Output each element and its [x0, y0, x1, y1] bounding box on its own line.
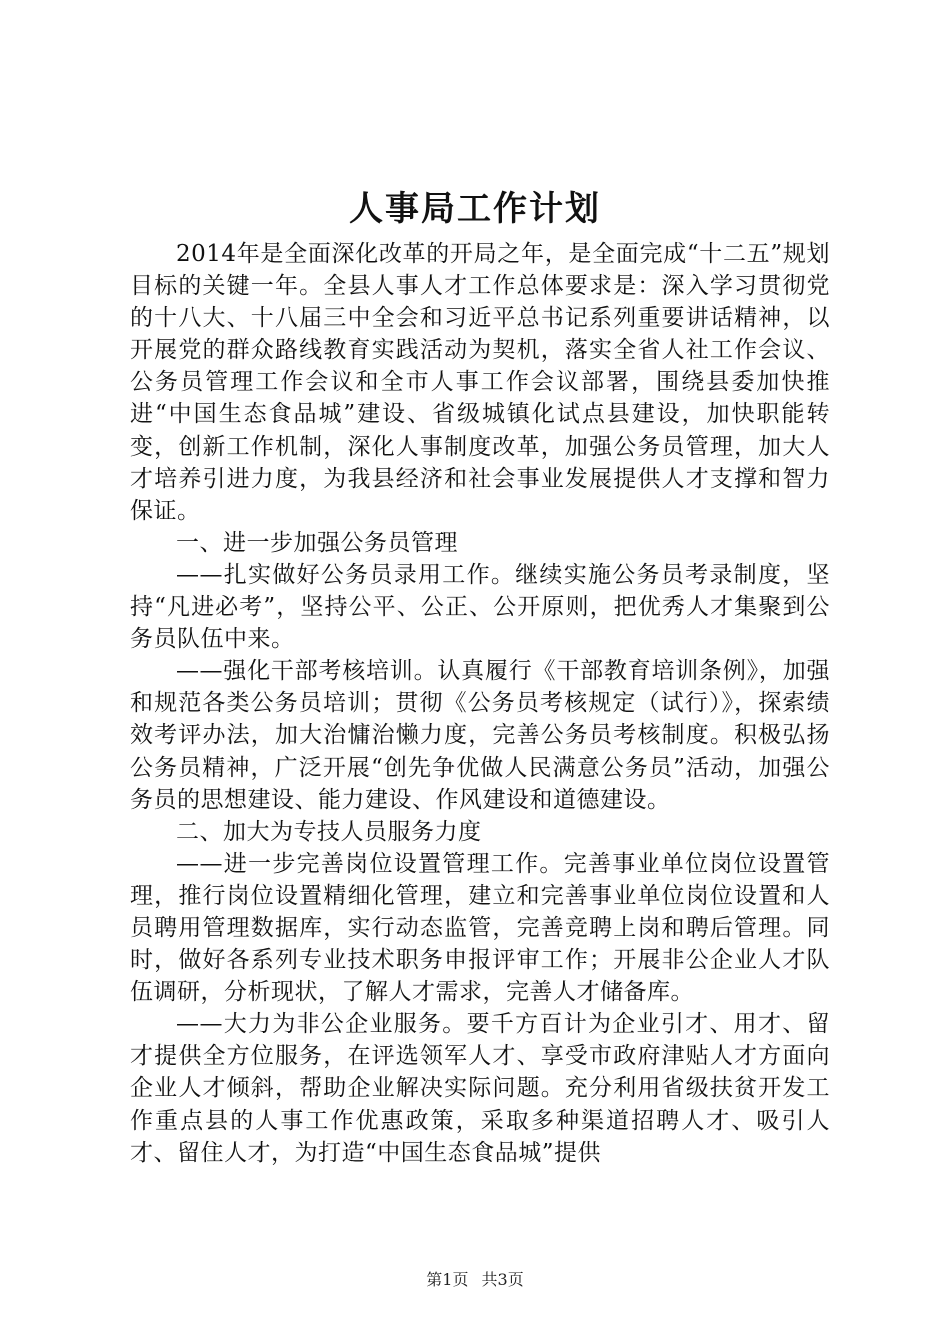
section-heading-1: 一、进一步加强公务员管理 — [176, 529, 458, 556]
intro-paragraph: 2014年是全面深化改革的开局之年，是全面完成“十二五”规划目标的关键一年。全县人事人才工作总体要求是：深入学习贯彻党的十八大、十八届三中全会和习近平总书记系列重要讲话精神，以开展党的群众路线教育实践活动为契机，落实全省人社工作会议、公务员管理工作会议和全市人事工作会议部署，围绕县委加快推进“中国生态食品城”建设、省级城镇化试点县建设，加快职能转变，创新工作机制，深化人事制度改革，加强公务员管理，加大人才培养引进力度，为我县经济和社会事业发展提供人才支撑和智力保证。 — [130, 241, 830, 524]
paragraph-training: ——强化干部考核培训。认真履行《干部教育培训条例》，加强和规范各类公务员培训；贯彻《公务员考核规定（试行）》，探索绩效考评办法，加大治慵治懒力度，完善公务员考核制度。积极弘扬公务员精神，广泛开展“创先争优做人民满意公务员”活动，加强公务员的思想建设、能力建设、作风建设和道德建设。 — [130, 658, 830, 813]
paragraph-post-management: ——进一步完善岗位设置管理工作。完善事业单位岗位设置管理，推行岗位设置精细化管理，建立和完善事业单位岗位设置和人员聘用管理数据库，实行动态监管，完善竞聘上岗和聘后管理。同时，做好各系列专业技术职务申报评审工作；开展非公企业人才队伍调研，分析现状，了解人才需求，完善人才储备库。 — [130, 850, 830, 1006]
paragraph-recruitment: ——扎实做好公务员录用工作。继续实施公务员考录制度，坚持“凡进必考”，坚持公平、公正、公开原则，把优秀人才集聚到公务员队伍中来。 — [130, 561, 830, 653]
paragraph-enterprise-service: ——大力为非公企业服务。要千方百计为企业引才、用才、留才提供全方位服务，在评选领军人才、享受市政府津贴人才方面向企业人才倾斜，帮助企业解决实际问题。充分利用省级扶贫开发工作重点县的人事工作优惠政策，采取多种渠道招聘人才、吸引人才、留住人才，为打造“中国生态食品城”提供 — [130, 1011, 830, 1166]
document-body — [130, 238, 830, 1169]
section-heading-2: 二、加大为专技人员服务力度 — [176, 818, 482, 845]
page-number: 第1页 — [426, 1270, 469, 1289]
page-footer — [0, 1268, 950, 1292]
page-total: 共3页 — [481, 1270, 524, 1289]
document-title: 人事局工作计划 — [349, 189, 601, 229]
